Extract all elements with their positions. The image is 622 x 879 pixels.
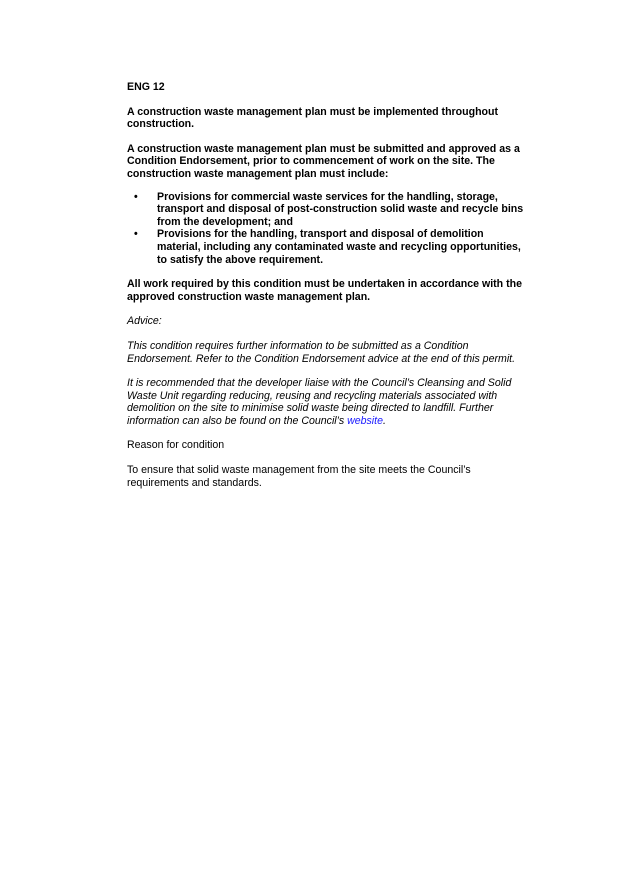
advice-paragraph-2 bbox=[127, 377, 527, 427]
list-item bbox=[127, 191, 527, 229]
condition-heading: ENG 12 bbox=[127, 81, 165, 93]
reason-text: To ensure that solid waste management from the site meets the Council’s requirements and standards. bbox=[127, 464, 471, 489]
list-item-text: Provisions for the handling, transport and disposal of demolition material, including any contaminated waste and recycling opportunities, to satisfy the above requirement. bbox=[157, 228, 521, 266]
plan-requirement: A construction waste management plan must be submitted and approved as a Condition Endorsement, prior to commencement of work on the site. The construction waste management plan must include: bbox=[127, 142, 520, 180]
bullet-icon: • bbox=[134, 190, 138, 203]
condition-statement: A construction waste management plan must be implemented throughout construction. bbox=[127, 105, 499, 131]
bullet-icon: • bbox=[134, 228, 138, 241]
compliance-statement: All work required by this condition must be undertaken in accordance with the approved construction waste management plan. bbox=[127, 278, 522, 303]
advice-paragraph-1: This condition requires further information to be submitted as a Condition Endorsement. Refer to the Condition Endorsement advice at the end of this permit. bbox=[127, 339, 516, 365]
document-page bbox=[127, 81, 527, 501]
advice-text: It is recommended that the developer liaise with the Council’s Cleansing and Solid Waste Unit regarding reducing, reusing and recycling materials associated with demolition on the site to minimise solid waste being directed to landfill. Further information can also be found on the Council’s bbox=[127, 377, 512, 427]
advice-end: . bbox=[383, 414, 386, 427]
website-link[interactable]: website bbox=[347, 414, 383, 427]
reason-label: Reason for condition bbox=[127, 439, 225, 452]
advice-label: Advice: bbox=[127, 315, 162, 328]
requirements-list bbox=[127, 191, 527, 267]
list-item-text: Provisions for commercial waste services for the handling, storage, transport and disposal of post-construction solid waste and recycle bins from the development; and bbox=[157, 190, 524, 228]
list-item bbox=[127, 228, 527, 266]
